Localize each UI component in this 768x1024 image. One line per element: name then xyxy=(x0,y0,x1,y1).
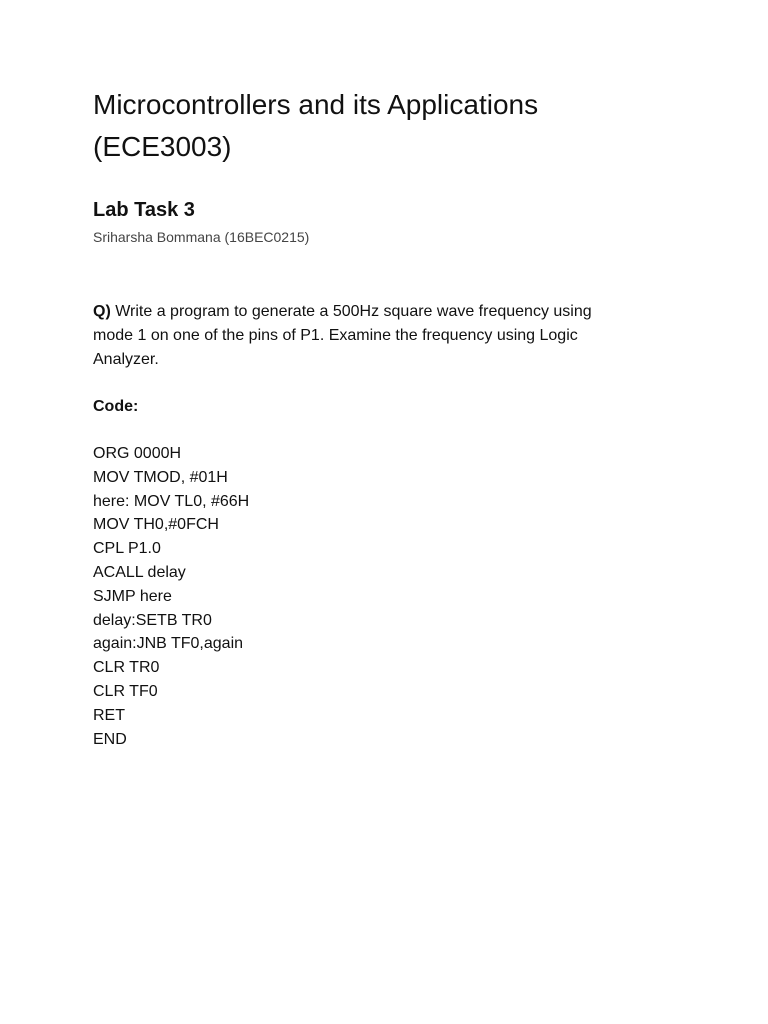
question-label: Q) xyxy=(93,303,111,320)
code-line: MOV TH0,#0FCH xyxy=(93,516,219,534)
question-line-1 xyxy=(93,300,693,324)
code-line: RET xyxy=(93,706,125,724)
code-heading: Code: xyxy=(93,398,139,415)
code-block xyxy=(93,442,249,751)
document-title xyxy=(93,84,538,168)
code-line: ORG 0000H xyxy=(93,445,182,462)
code-line: ACALL delay xyxy=(93,563,186,581)
code-line: again:JNB TF0,again xyxy=(93,635,244,653)
code-line: here: MOV TL0, #66H xyxy=(93,492,250,510)
code-line: SJMP here xyxy=(93,587,172,605)
code-line: CLR TF0 xyxy=(93,682,158,700)
code-line: MOV TMOD, #01H xyxy=(93,468,228,486)
code-line: CLR TR0 xyxy=(93,659,160,677)
title-line-2: (ECE3003) xyxy=(93,131,232,162)
title-line-1: Microcontrollers and its Applications xyxy=(93,89,539,120)
author-line: Sriharsha Bommana (16BEC0215) xyxy=(93,229,310,245)
question-block xyxy=(93,300,693,372)
question-line-3: Analyzer. xyxy=(93,351,159,368)
question-line-2: mode 1 on one of the pins of P1. Examine the frequency using Logic xyxy=(93,327,578,344)
code-line: END xyxy=(93,730,127,748)
lab-task-heading: Lab Task 3 xyxy=(93,199,195,221)
code-line: delay:SETB TR0 xyxy=(93,611,212,629)
question-text-1: Write a program to generate a 500Hz square wave frequency using xyxy=(110,303,592,320)
code-line: CPL P1.0 xyxy=(93,540,161,558)
